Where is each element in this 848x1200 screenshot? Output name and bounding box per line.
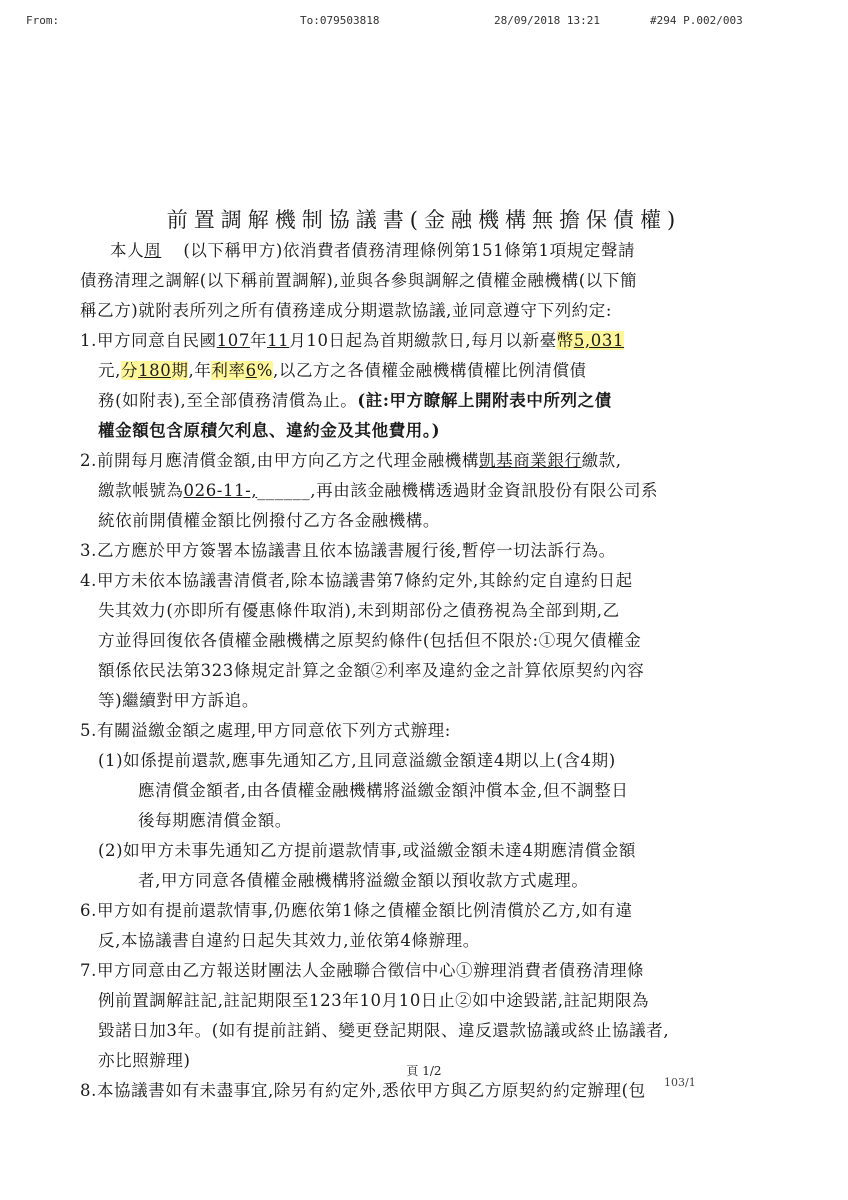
clause-7-line-4: 亦比照辦理) (98, 1051, 191, 1070)
clause-text: 期 (171, 361, 189, 380)
clause-7-line-3: 毀諾日加3年。(如有提前註銷、變更登記期限、違反還款協議或終止協議者, (98, 1021, 670, 1040)
document-title: 前置調解機制協議書(金融機構無擔保債權) (166, 208, 682, 232)
clause-1-line-2 (80, 356, 770, 386)
clause-1-line-1 (80, 326, 770, 356)
fax-to-number: To:079503818 (300, 14, 380, 27)
clause-6-line-1: 6.甲方如有提前還款情事,仍應依第1條之債權金額比例清償於乙方,如有違 (80, 901, 633, 920)
clause-text: % (256, 361, 274, 380)
clause-5-sub-2-line-2: 者,甲方同意各債權金融機構將溢繳金額以預收款方式處理。 (138, 871, 589, 890)
clause-text: 分 (120, 361, 139, 380)
clause-text: 2.前開每月應清償金額,由甲方向乙方之代理金融機構 (80, 451, 479, 470)
clause-text: ,年 (188, 361, 212, 380)
clause-5-sub-1-line-2: 應清償金額者,由各債權金融機構將溢繳金額沖償本金,但不調整日 (138, 781, 629, 800)
clause-text: 月10日起為首期繳款日,每月以新臺 (289, 331, 557, 350)
clause-text: 繳款帳號為 (98, 481, 184, 500)
clause-7-line-1: 7.甲方同意由乙方報送財團法人金融聯合徵信中心①辦理消費者債務清理條 (80, 961, 645, 980)
document-body (80, 236, 770, 1106)
intro-line-1 (80, 236, 770, 266)
fax-page-number: #294 P.002/003 (650, 14, 743, 27)
clause-7-line-2: 例前置調解註記,註記期限至123年10月10日止②如中途毀諾,註記期限為 (98, 991, 650, 1010)
start-month: 11 (267, 331, 290, 350)
clause-1-line-4: 權金額包含原積欠利息、違約金及其他費用。) (98, 421, 441, 440)
clause-8-line-1: 8.本協議書如有未盡事宜,除另有約定外,悉依甲方與乙方原契約約定辦理(包 (80, 1081, 646, 1100)
clause-1-note: (註:甲方瞭解上開附表中所列之債 (357, 391, 612, 410)
clause-4-line-5: 等)繼續對甲方訴追。 (98, 691, 259, 710)
clause-4-line-3: 方並得回復依各債權金融機構之原契約條件(包括但不限於:①現欠債權金 (98, 631, 642, 650)
clause-text: 幣 (556, 331, 574, 350)
clause-text: 利率 (211, 361, 246, 380)
clause-text: 元, (98, 361, 121, 380)
intro-text: (以下稱甲方)依消費者債務清理條例第151條第1項規定聲請 (183, 241, 636, 260)
clause-4-line-4: 額係依民法第323條規定計算之金額②利率及違約金之計算依原契約內容 (98, 661, 645, 680)
intro-line-2: 債務清理之調解(以下稱前置調解),並與各參與調解之債權金融機構(以下簡 (80, 271, 638, 290)
fax-from: From: (26, 14, 60, 27)
clause-5-sub-1-line-1: (1)如係提前還款,應事先通知乙方,且同意溢繳金額達4期以上(含4期) (98, 751, 616, 770)
intro-text: 本人 (110, 241, 145, 260)
clause-5-line-1: 5.有關溢繳金額之處理,甲方同意依下列方式辦理: (80, 721, 451, 740)
clause-3: 3.乙方應於甲方簽署本協議書且依本協議書履行後,暫停一切法訴行為。 (80, 541, 616, 560)
clause-4-line-2: 失其效力(亦即所有優惠條件取消),未到期部份之債務視為全部到期,乙 (98, 601, 620, 620)
form-number: 103/1 (664, 1076, 696, 1089)
intro-line-3: 稱乙方)就附表所列之所有債務達成分期還款協議,並同意遵守下列約定: (80, 301, 613, 320)
account-blank: ______ (257, 481, 311, 500)
clause-text: 1.甲方同意自民國 (80, 331, 217, 350)
monthly-amount: 5,031 (573, 331, 625, 350)
clause-6-line-2: 反,本協議書自違約日起失其效力,並依第4條辦理。 (98, 931, 480, 950)
page-indicator: 頁 1/2 (406, 1064, 442, 1078)
agent-bank: 凱基商業銀行 (479, 451, 582, 470)
clause-2-line-2 (80, 476, 770, 506)
clause-text: 務(如附表),至全部債務清償為止。 (98, 391, 358, 410)
clause-1-line-3 (80, 386, 770, 416)
clause-5-sub-1-line-3: 後每期應清償金額。 (138, 811, 292, 830)
clause-4-line-1: 4.甲方未依本協議書清償者,除本協議書第7條約定外,其餘約定自違約日起 (80, 571, 633, 590)
interest-rate: 6 (245, 361, 257, 380)
party-name: 周 (144, 241, 162, 260)
clause-text: 繳款, (581, 451, 622, 470)
clause-text: ,再由該金融機構透過財金資訊股份有限公司系 (310, 481, 659, 500)
fax-datetime: 28/09/2018 13:21 (494, 14, 600, 27)
fax-header (0, 14, 848, 30)
clause-2-line-3: 統依前開債權金額比例撥付乙方各金融機構。 (98, 511, 440, 530)
clause-2-line-1 (80, 446, 770, 476)
account-number: 026-11-, (183, 481, 258, 500)
start-year: 107 (216, 331, 250, 350)
installment-periods: 180 (138, 361, 172, 380)
clause-text: ,以乙方之各債權金融機構債權比例清償債 (273, 361, 587, 380)
clause-5-sub-2-line-1: (2)如甲方未事先通知乙方提前還款情事,或溢繳金額未達4期應清償金額 (98, 841, 637, 860)
clause-text: 年 (249, 331, 268, 350)
